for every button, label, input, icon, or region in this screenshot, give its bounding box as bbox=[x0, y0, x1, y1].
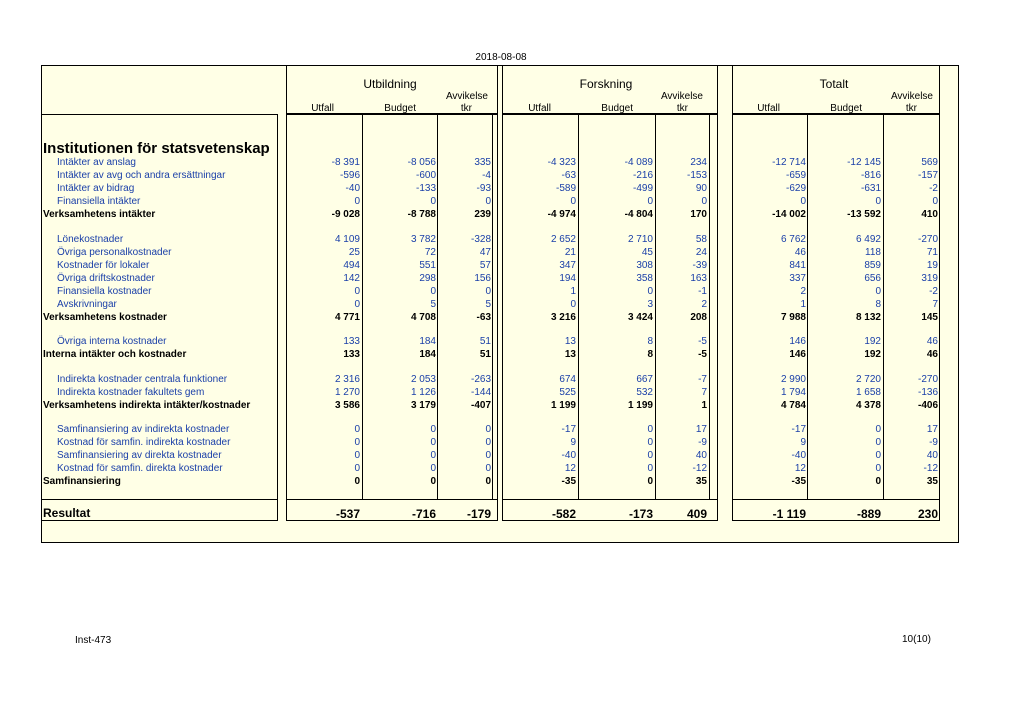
table-cell: -596 bbox=[339, 170, 360, 181]
row-label: Övriga driftskostnader bbox=[57, 273, 155, 284]
row-label: Finansiella intäkter bbox=[57, 196, 141, 207]
table-cell: 163 bbox=[690, 273, 707, 284]
table-cell: 0 bbox=[430, 450, 436, 461]
table-cell: -39 bbox=[692, 260, 707, 271]
subtotal-cell: -35 bbox=[791, 476, 806, 487]
subtotal-cell: 0 bbox=[875, 476, 881, 487]
col-header-budget: Budget bbox=[830, 103, 862, 114]
table-cell: 0 bbox=[875, 450, 881, 461]
subtotal-cell: 8 bbox=[647, 349, 653, 360]
col-header-avvikelse: Avvikelse bbox=[660, 91, 703, 102]
table-cell: 5 bbox=[430, 299, 436, 310]
table-cell: 525 bbox=[559, 387, 576, 398]
result-cell: -889 bbox=[856, 507, 881, 521]
subtotal-cell: 8 132 bbox=[855, 312, 881, 323]
table-cell: 19 bbox=[926, 260, 938, 271]
col-sep bbox=[807, 114, 808, 499]
row-label: Kostnad för samfin. indirekta kostnader bbox=[57, 437, 231, 448]
subtotal-cell: -13 592 bbox=[847, 209, 881, 220]
table-cell: 0 bbox=[800, 196, 806, 207]
footer-page-number: 10(10) bbox=[902, 634, 931, 645]
table-cell: -133 bbox=[415, 183, 436, 194]
table-cell: 4 109 bbox=[334, 234, 360, 245]
table-cell: 17 bbox=[695, 424, 707, 435]
table-cell: 21 bbox=[564, 247, 576, 258]
table-cell: 24 bbox=[695, 247, 707, 258]
subtotal-cell: 146 bbox=[789, 349, 806, 360]
result-cell: -1 119 bbox=[772, 507, 806, 521]
table-cell: 2 bbox=[800, 286, 806, 297]
table-cell: 192 bbox=[864, 336, 881, 347]
table-cell: 0 bbox=[875, 286, 881, 297]
result-separator bbox=[502, 499, 718, 500]
table-cell: 142 bbox=[343, 273, 360, 284]
table-cell: 0 bbox=[875, 463, 881, 474]
table-cell: 0 bbox=[570, 196, 576, 207]
subtotal-cell: 51 bbox=[479, 349, 491, 360]
footer-document-id: Inst-473 bbox=[75, 635, 112, 646]
table-cell: 859 bbox=[864, 260, 881, 271]
subtotal-row-label: Verksamhetens kostnader bbox=[43, 312, 167, 323]
table-cell: 0 bbox=[354, 450, 360, 461]
result-cell: -179 bbox=[466, 507, 491, 521]
result-separator bbox=[41, 499, 278, 500]
table-cell: 0 bbox=[485, 463, 491, 474]
table-cell: 0 bbox=[354, 286, 360, 297]
subtotal-cell: 184 bbox=[419, 349, 436, 360]
table-cell: -1 bbox=[698, 286, 707, 297]
table-cell: 1 bbox=[800, 299, 806, 310]
table-cell: 298 bbox=[419, 273, 436, 284]
table-cell: 0 bbox=[485, 196, 491, 207]
table-cell: 1 bbox=[570, 286, 576, 297]
table-cell: 184 bbox=[419, 336, 436, 347]
table-cell: 532 bbox=[636, 387, 653, 398]
subtotal-cell: 192 bbox=[864, 349, 881, 360]
table-cell: 0 bbox=[485, 437, 491, 448]
col-header-utfall: Utfall bbox=[528, 103, 551, 114]
table-cell: -40 bbox=[345, 183, 360, 194]
subtotal-cell: 13 bbox=[564, 349, 576, 360]
table-cell: 1 794 bbox=[780, 387, 806, 398]
subtotal-cell: 3 586 bbox=[334, 400, 360, 411]
col-sep bbox=[492, 114, 493, 499]
table-cell: 40 bbox=[695, 450, 707, 461]
table-cell: 0 bbox=[430, 463, 436, 474]
row-label: Samfinansiering av direkta kostnader bbox=[57, 450, 222, 461]
table-cell: -12 145 bbox=[847, 157, 881, 168]
table-cell: 308 bbox=[636, 260, 653, 271]
row-label: Kostnad för samfin. direkta kostnader bbox=[57, 463, 223, 474]
row-label: Övriga interna kostnader bbox=[57, 336, 167, 347]
subtotal-cell: -406 bbox=[917, 400, 938, 411]
table-cell: 146 bbox=[789, 336, 806, 347]
table-cell: -17 bbox=[561, 424, 576, 435]
table-cell: 6 492 bbox=[855, 234, 881, 245]
subtotal-cell: 0 bbox=[430, 476, 436, 487]
table-cell: 358 bbox=[636, 273, 653, 284]
result-cell: -716 bbox=[411, 507, 436, 521]
col-sep bbox=[709, 114, 710, 499]
row-label: Finansiella kostnader bbox=[57, 286, 152, 297]
col-sep bbox=[578, 114, 579, 499]
table-cell: 0 bbox=[485, 424, 491, 435]
table-cell: 656 bbox=[864, 273, 881, 284]
table-cell: -8 056 bbox=[407, 157, 436, 168]
subtotal-row-label: Verksamhetens intäkter bbox=[43, 209, 156, 220]
subtotal-cell: -9 028 bbox=[331, 209, 360, 220]
subtotal-cell: -5 bbox=[698, 349, 707, 360]
table-cell: 0 bbox=[647, 437, 653, 448]
subtotal-cell: 145 bbox=[921, 312, 938, 323]
subtotal-cell: 1 199 bbox=[550, 400, 576, 411]
table-cell: -9 bbox=[698, 437, 707, 448]
group-title-utbildning: Utbildning bbox=[363, 77, 417, 91]
col-header-tkr: tkr bbox=[905, 103, 917, 114]
subtotal-cell: 170 bbox=[690, 209, 707, 220]
table-cell: 0 bbox=[354, 196, 360, 207]
table-cell: 0 bbox=[354, 463, 360, 474]
table-cell: -12 bbox=[923, 463, 938, 474]
subtotal-cell: 133 bbox=[343, 349, 360, 360]
row-label: Indirekta kostnader centrala funktioner bbox=[57, 374, 228, 385]
table-cell: 1 658 bbox=[855, 387, 881, 398]
table-cell: -659 bbox=[785, 170, 806, 181]
table-cell: 0 bbox=[430, 424, 436, 435]
subtotal-cell: 0 bbox=[354, 476, 360, 487]
table-cell: 118 bbox=[865, 247, 881, 258]
table-cell: 194 bbox=[559, 273, 576, 284]
subtotal-cell: -4 974 bbox=[547, 209, 576, 220]
result-separator bbox=[732, 499, 940, 500]
table-cell: 0 bbox=[647, 196, 653, 207]
row-label: Intäkter av anslag bbox=[57, 157, 136, 168]
table-cell: 17 bbox=[926, 424, 938, 435]
result-cell: 230 bbox=[917, 507, 938, 521]
table-cell: 2 053 bbox=[410, 374, 436, 385]
subtotal-cell: -407 bbox=[470, 400, 491, 411]
table-cell: -600 bbox=[415, 170, 436, 181]
table-cell: 7 bbox=[701, 387, 707, 398]
table-cell: 0 bbox=[354, 299, 360, 310]
table-cell: 2 652 bbox=[550, 234, 576, 245]
table-cell: 0 bbox=[701, 196, 707, 207]
table-cell: -17 bbox=[791, 424, 806, 435]
result-separator bbox=[286, 499, 498, 500]
table-cell: 90 bbox=[695, 183, 707, 194]
subtotal-cell: 35 bbox=[926, 476, 938, 487]
table-cell: 46 bbox=[926, 336, 938, 347]
table-cell: 51 bbox=[479, 336, 491, 347]
table-cell: 2 710 bbox=[627, 234, 653, 245]
subtotal-row-label: Verksamhetens indirekta intäkter/kostnader bbox=[43, 400, 251, 411]
result-label: Resultat bbox=[43, 506, 91, 520]
table-cell: -5 bbox=[698, 336, 707, 347]
table-cell: 7 bbox=[932, 299, 938, 310]
col-header-budget: Budget bbox=[384, 103, 416, 114]
row-label: Intäkter av bidrag bbox=[57, 183, 135, 194]
col-header-utfall: Utfall bbox=[757, 103, 780, 114]
table-cell: 0 bbox=[570, 299, 576, 310]
table-cell: -40 bbox=[791, 450, 806, 461]
row-label: Samfinansiering av indirekta kostnader bbox=[57, 424, 230, 435]
subtotal-cell: 35 bbox=[695, 476, 707, 487]
table-cell: 0 bbox=[354, 424, 360, 435]
col-header-avvikelse: Avvikelse bbox=[890, 91, 933, 102]
table-cell: 0 bbox=[647, 463, 653, 474]
table-cell: 12 bbox=[564, 463, 576, 474]
table-cell: 2 720 bbox=[855, 374, 881, 385]
table-cell: -629 bbox=[785, 183, 806, 194]
table-cell: -270 bbox=[917, 374, 938, 385]
col-header-avvikelse: Avvikelse bbox=[445, 91, 488, 102]
table-cell: -589 bbox=[555, 183, 576, 194]
col-header-budget: Budget bbox=[601, 103, 633, 114]
subtotal-cell: 3 424 bbox=[627, 312, 653, 323]
col-header-tkr: tkr bbox=[460, 103, 472, 114]
col-header-tkr: tkr bbox=[676, 103, 688, 114]
table-cell: 58 bbox=[695, 234, 707, 245]
table-cell: 319 bbox=[921, 273, 938, 284]
table-cell: -499 bbox=[632, 183, 653, 194]
table-cell: -631 bbox=[860, 183, 881, 194]
table-cell: 3 782 bbox=[410, 234, 436, 245]
subtotal-cell: 4 771 bbox=[334, 312, 360, 323]
table-cell: 1 270 bbox=[334, 387, 360, 398]
table-cell: 2 990 bbox=[780, 374, 806, 385]
table-cell: -9 bbox=[929, 437, 938, 448]
table-cell: -270 bbox=[917, 234, 938, 245]
table-cell: 72 bbox=[424, 247, 436, 258]
row-label: Indirekta kostnader fakultets gem bbox=[57, 387, 205, 398]
table-cell: 0 bbox=[647, 286, 653, 297]
table-cell: -144 bbox=[470, 387, 491, 398]
col-sep bbox=[362, 114, 363, 499]
table-cell: 1 126 bbox=[410, 387, 436, 398]
table-cell: -2 bbox=[929, 183, 938, 194]
table-cell: 45 bbox=[641, 247, 653, 258]
table-cell: 5 bbox=[485, 299, 491, 310]
result-cell: 409 bbox=[686, 507, 707, 521]
table-cell: -8 391 bbox=[331, 157, 360, 168]
table-cell: -157 bbox=[917, 170, 938, 181]
table-cell: 2 316 bbox=[334, 374, 360, 385]
table-cell: 47 bbox=[479, 247, 491, 258]
table-cell: 0 bbox=[354, 437, 360, 448]
table-cell: 335 bbox=[474, 157, 491, 168]
table-cell: 0 bbox=[485, 450, 491, 461]
table-cell: -2 bbox=[929, 286, 938, 297]
table-cell: 0 bbox=[647, 424, 653, 435]
subtotal-cell: 3 216 bbox=[550, 312, 576, 323]
group-title-totalt: Totalt bbox=[819, 77, 849, 91]
table-cell: 8 bbox=[647, 336, 653, 347]
subtotal-cell: 0 bbox=[485, 476, 491, 487]
table-cell: 0 bbox=[485, 286, 491, 297]
table-cell: 40 bbox=[926, 450, 938, 461]
subtotal-cell: -63 bbox=[476, 312, 491, 323]
table-cell: 9 bbox=[570, 437, 576, 448]
row-label: Kostnader för lokaler bbox=[57, 260, 150, 271]
table-cell: 347 bbox=[559, 260, 576, 271]
table-cell: 3 bbox=[647, 299, 653, 310]
table-cell: 57 bbox=[479, 260, 491, 271]
result-cell: -173 bbox=[628, 507, 653, 521]
table-cell: 0 bbox=[875, 437, 881, 448]
row-label: Lönekostnader bbox=[57, 234, 124, 245]
col-header-utfall: Utfall bbox=[311, 103, 334, 114]
subtotal-cell: 46 bbox=[926, 349, 938, 360]
subtotal-cell: 4 784 bbox=[780, 400, 806, 411]
table-cell: 0 bbox=[430, 196, 436, 207]
subtotal-cell: 0 bbox=[647, 476, 653, 487]
table-cell: -12 bbox=[692, 463, 707, 474]
subtotal-cell: 239 bbox=[474, 209, 491, 220]
table-cell: 674 bbox=[559, 374, 576, 385]
table-cell: 0 bbox=[875, 196, 881, 207]
table-cell: 494 bbox=[343, 260, 360, 271]
table-cell: -136 bbox=[917, 387, 938, 398]
table-cell: -93 bbox=[476, 183, 491, 194]
table-cell: 569 bbox=[921, 157, 938, 168]
subtotal-cell: 4 378 bbox=[855, 400, 881, 411]
subtotal-row-label: Interna intäkter och kostnader bbox=[43, 349, 187, 360]
table-cell: 12 bbox=[794, 463, 806, 474]
table-cell: 234 bbox=[690, 157, 707, 168]
report-date: 2018-08-08 bbox=[475, 52, 527, 63]
subtotal-cell: 410 bbox=[921, 209, 938, 220]
table-cell: -4 323 bbox=[547, 157, 576, 168]
subtotal-cell: -4 804 bbox=[624, 209, 653, 220]
table-cell: 0 bbox=[647, 450, 653, 461]
table-cell: 0 bbox=[875, 424, 881, 435]
table-cell: 25 bbox=[348, 247, 360, 258]
result-cell: -582 bbox=[551, 507, 576, 521]
table-cell: -816 bbox=[860, 170, 881, 181]
table-cell: -328 bbox=[470, 234, 491, 245]
table-cell: 841 bbox=[789, 260, 806, 271]
page-title: Institutionen för statsvetenskap bbox=[43, 140, 270, 157]
table-cell: 9 bbox=[800, 437, 806, 448]
table-cell: 0 bbox=[430, 286, 436, 297]
table-cell: -153 bbox=[686, 170, 707, 181]
table-cell: -63 bbox=[561, 170, 576, 181]
row-label: Avskrivningar bbox=[57, 299, 117, 310]
table-cell: 337 bbox=[789, 273, 806, 284]
table-cell: 156 bbox=[474, 273, 491, 284]
subtotal-cell: -8 788 bbox=[407, 209, 436, 220]
table-cell: 71 bbox=[926, 247, 938, 258]
table-cell: 667 bbox=[636, 374, 653, 385]
subtotal-cell: 7 988 bbox=[780, 312, 806, 323]
table-cell: 551 bbox=[419, 260, 436, 271]
row-label: Intäkter av avg och andra ersättningar bbox=[57, 170, 226, 181]
subtotal-cell: 1 199 bbox=[627, 400, 653, 411]
table-cell: -4 bbox=[482, 170, 491, 181]
subtotal-cell: 208 bbox=[690, 312, 707, 323]
table-cell: 0 bbox=[430, 437, 436, 448]
table-cell: 13 bbox=[564, 336, 576, 347]
table-cell: -263 bbox=[470, 374, 491, 385]
table-cell: -7 bbox=[698, 374, 707, 385]
group-title-forskning: Forskning bbox=[579, 77, 633, 91]
subtotal-cell: -35 bbox=[561, 476, 576, 487]
table-cell: 8 bbox=[875, 299, 881, 310]
subtotal-cell: 1 bbox=[701, 400, 707, 411]
table-cell: -216 bbox=[632, 170, 653, 181]
row-label: Övriga personalkostnader bbox=[57, 247, 172, 258]
result-cell: -537 bbox=[335, 507, 360, 521]
subtotal-cell: -14 002 bbox=[772, 209, 806, 220]
table-cell: 6 762 bbox=[780, 234, 806, 245]
subtotal-row-label: Samfinansiering bbox=[43, 476, 121, 487]
table-cell: -12 714 bbox=[772, 157, 806, 168]
table-cell: 46 bbox=[794, 247, 806, 258]
table-cell: 2 bbox=[701, 299, 707, 310]
subtotal-cell: 3 179 bbox=[410, 400, 436, 411]
table-cell: 133 bbox=[343, 336, 360, 347]
table-cell: -4 089 bbox=[624, 157, 653, 168]
subtotal-cell: 4 708 bbox=[410, 312, 436, 323]
table-cell: -40 bbox=[561, 450, 576, 461]
table-cell: 0 bbox=[932, 196, 938, 207]
